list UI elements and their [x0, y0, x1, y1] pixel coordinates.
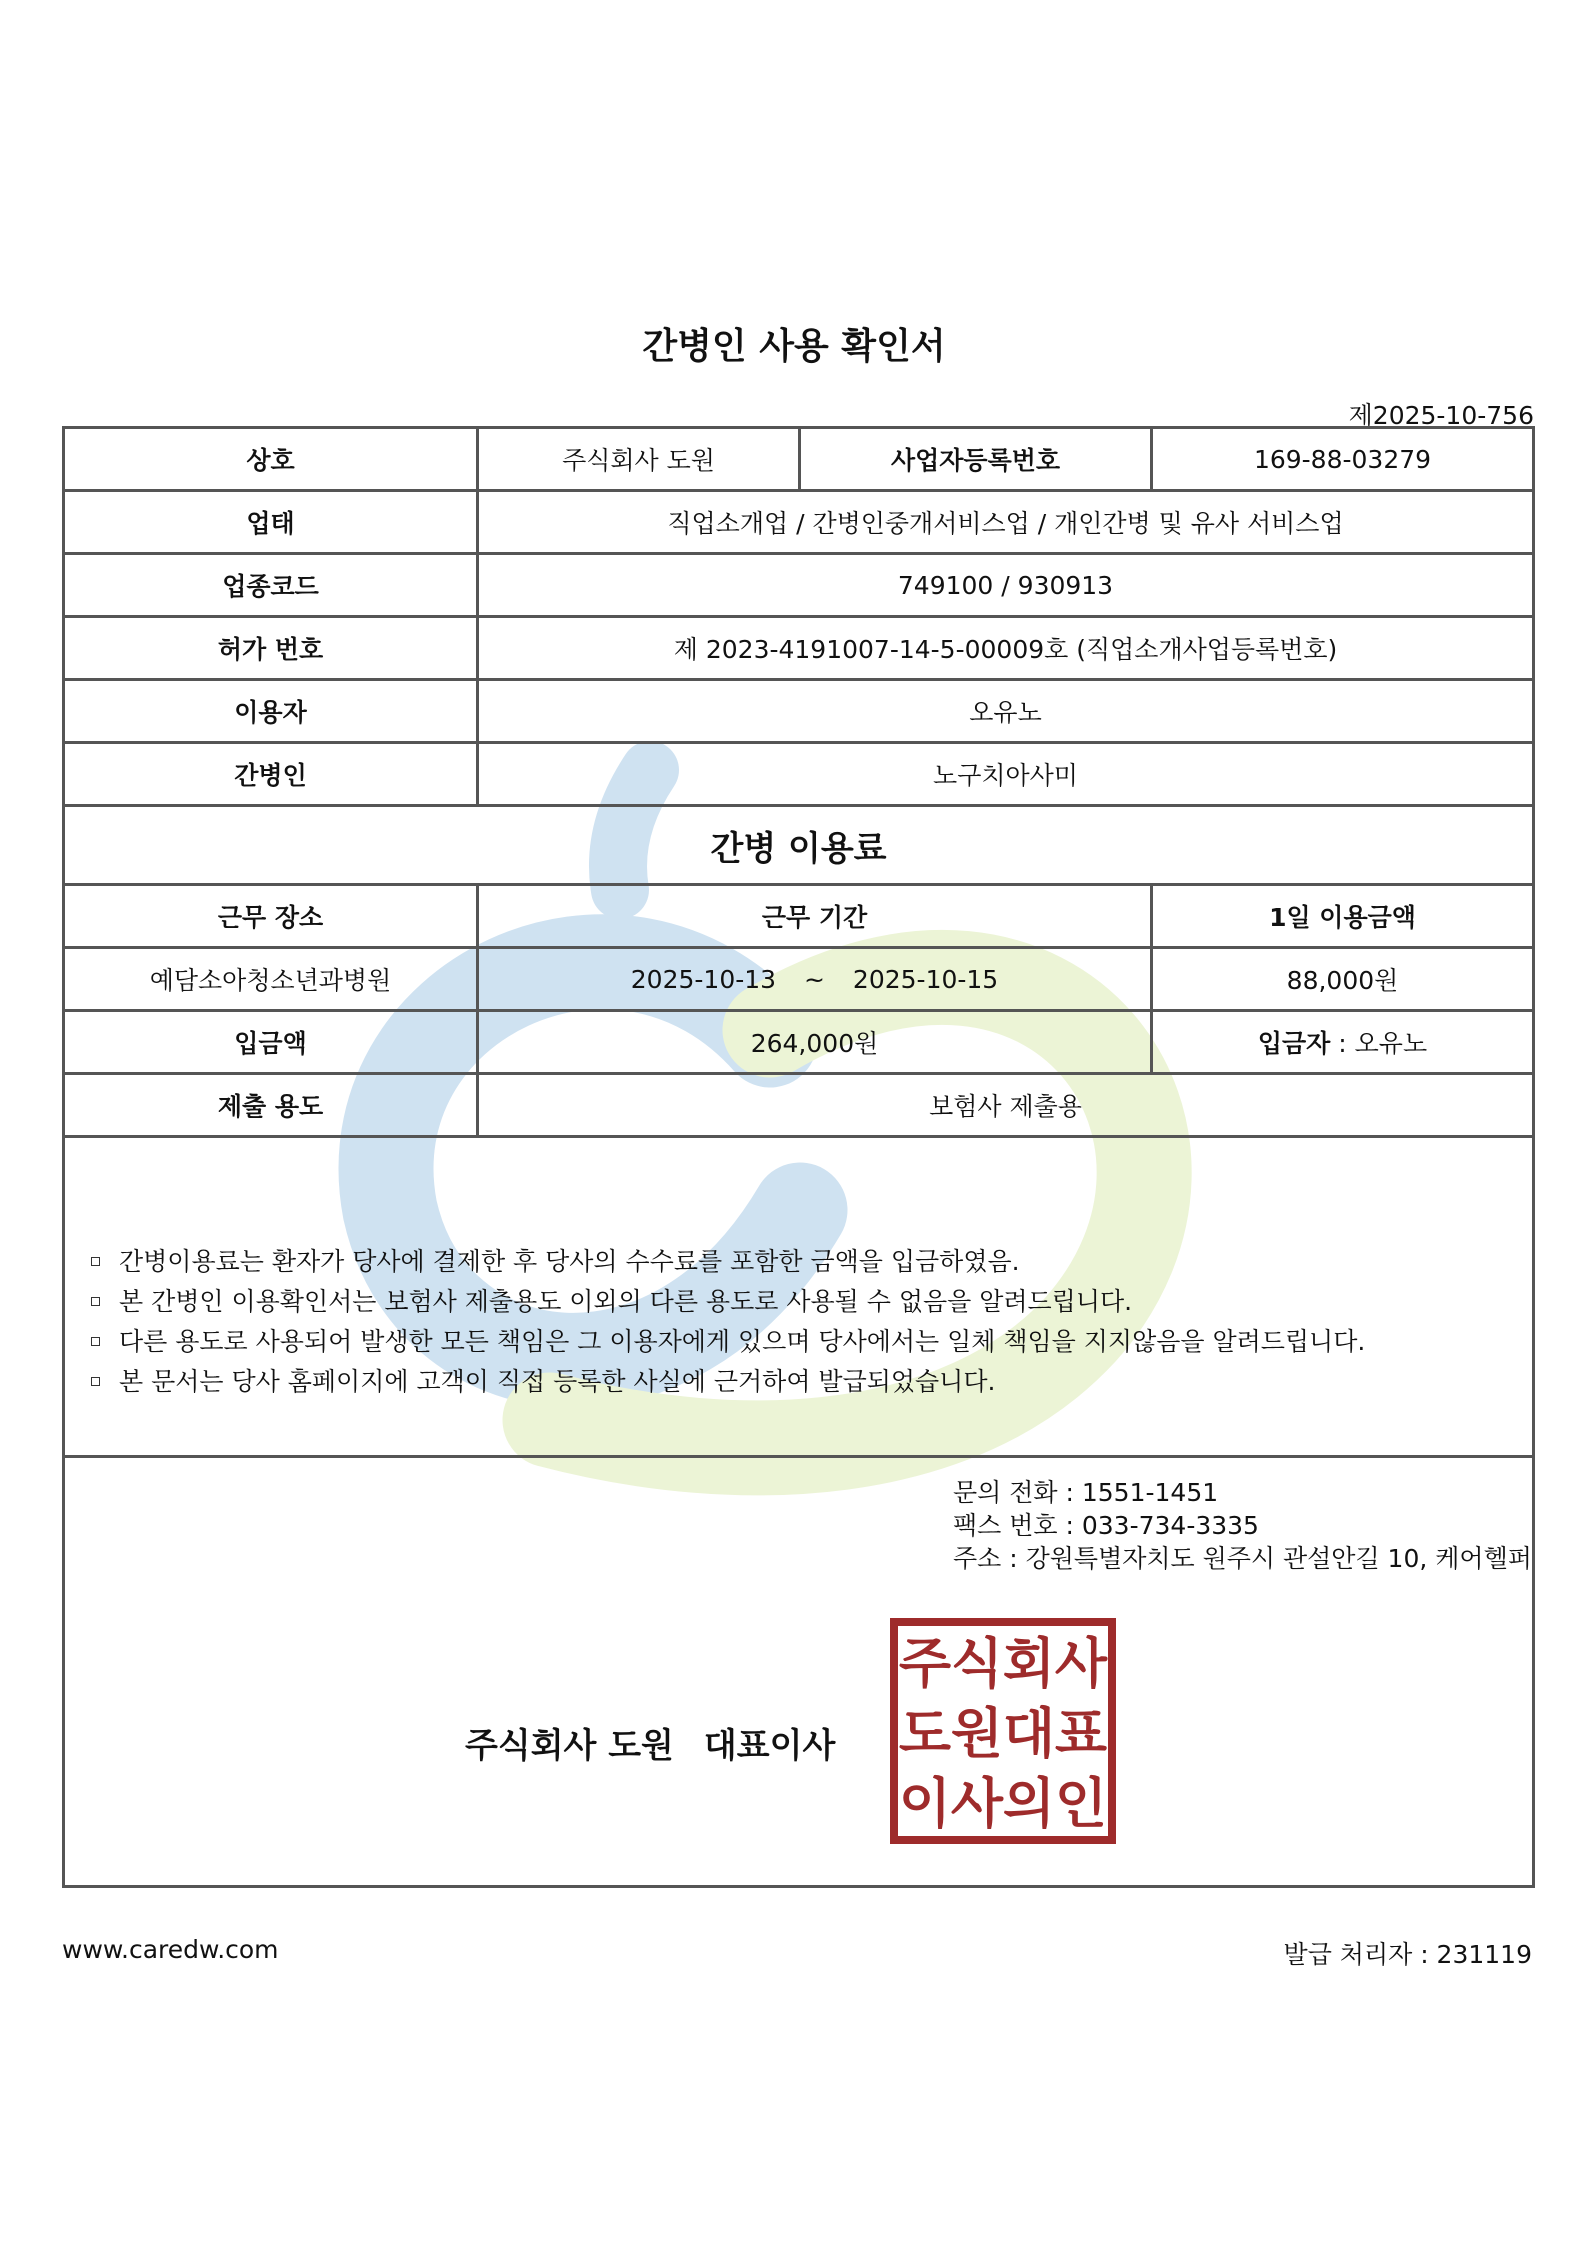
notes-cell: [64, 1137, 1534, 1457]
note-item: 다른 용도로 사용되어 발생한 모든 책임은 그 이용자에게 있으며 당사에서는 일체 책임을 지지않음을 알려드립니다.: [91, 1322, 1532, 1362]
company-name: 주식회사 도원: [465, 1726, 674, 1766]
svg-text:인: 인: [1054, 1772, 1108, 1835]
deposit-amount: 264,000원: [478, 1011, 1152, 1074]
document-number: 제2025-10-756: [1348, 401, 1534, 430]
issuer-info: 발급 처리자 : 231119: [1283, 1940, 1532, 1969]
industry-code-label: 업종코드: [64, 554, 478, 617]
company-signature: [465, 1718, 835, 1767]
work-place-value: 예담소아청소년과병원: [64, 948, 478, 1011]
depositor-separator: :: [1330, 1029, 1355, 1058]
business-type-label: 업태: [64, 491, 478, 554]
period-end: 2025-10-15: [852, 964, 999, 994]
notes-row: [64, 1137, 1534, 1457]
square-bullet-icon: [91, 1377, 100, 1386]
business-type-row: [64, 491, 1534, 554]
purpose-value: 보험사 제출용: [478, 1074, 1534, 1137]
notes-list: [65, 1138, 1532, 1402]
business-type-value: 직업소개업 / 간병인중개서비스업 / 개인간병 및 유사 서비스업: [478, 491, 1534, 554]
user-value: 오유노: [478, 680, 1534, 743]
contact-phone: 문의 전화 : 1551-1451: [953, 1478, 1219, 1507]
caregiver-row: [64, 743, 1534, 806]
contact-fax: 팩스 번호 : 033-734-3335: [953, 1511, 1259, 1540]
signature-row: [64, 1457, 1534, 1887]
svg-text:이: 이: [898, 1772, 952, 1835]
business-name-value: 주식회사 도원: [478, 428, 800, 491]
permit-label: 허가 번호: [64, 617, 478, 680]
company-seal-icon: [890, 1618, 1116, 1844]
work-period-label: 근무 기간: [478, 885, 1152, 948]
depositor-label: 입금자: [1257, 1029, 1331, 1058]
fee-section-title: 간병 이용료: [64, 806, 1534, 885]
business-name-row: [64, 428, 1534, 491]
note-item: 본 간병인 이용확인서는 보험사 제출용도 이외의 다른 용도로 사용될 수 없음을 알려드립니다.: [91, 1282, 1532, 1322]
svg-text:사: 사: [950, 1772, 1004, 1835]
note-item: 간병이용료는 환자가 당사에 결제한 후 당사의 수수료를 포함한 금액을 입금하였음.: [91, 1242, 1532, 1282]
depositor-cell: [1152, 1011, 1534, 1074]
svg-text:사: 사: [1054, 1632, 1108, 1695]
daily-fee-value: 88,000원: [1152, 948, 1534, 1011]
period-separator: ~: [804, 964, 825, 994]
svg-text:도: 도: [898, 1702, 952, 1765]
svg-text:원: 원: [950, 1702, 1004, 1765]
svg-text:표: 표: [1054, 1702, 1108, 1765]
industry-code-value: 749100 / 930913: [478, 554, 1534, 617]
svg-text:주: 주: [898, 1632, 952, 1695]
registration-number-value: 169-88-03279: [1152, 428, 1534, 491]
page-title: 간병인 사용 확인서: [642, 326, 946, 367]
square-bullet-icon: [91, 1257, 100, 1266]
website-url: www.caredw.com: [62, 1935, 279, 1964]
representative-title: 대표이사: [703, 1726, 836, 1766]
period-start: 2025-10-13: [630, 964, 777, 994]
fee-value-row: [64, 948, 1534, 1011]
deposit-row: [64, 1011, 1534, 1074]
fee-header-row: [64, 885, 1534, 948]
deposit-label: 입금액: [64, 1011, 478, 1074]
work-place-label: 근무 장소: [64, 885, 478, 948]
note-item: 본 문서는 당사 홈페이지에 고객이 직접 등록한 사실에 근거하여 발급되었습니다.: [91, 1362, 1532, 1402]
industry-code-row: [64, 554, 1534, 617]
purpose-label: 제출 용도: [64, 1074, 478, 1137]
signature-cell: [64, 1457, 1534, 1887]
svg-text:의: 의: [1002, 1772, 1056, 1835]
svg-text:식: 식: [950, 1632, 1004, 1695]
svg-text:대: 대: [1002, 1702, 1056, 1765]
confirmation-form-table: [62, 426, 1535, 1888]
business-name-label: 상호: [64, 428, 478, 491]
user-label: 이용자: [64, 680, 478, 743]
caregiver-label: 간병인: [64, 743, 478, 806]
work-period-value: [478, 948, 1152, 1011]
purpose-row: [64, 1074, 1534, 1137]
square-bullet-icon: [91, 1337, 100, 1346]
caregiver-value: 노구치아사미: [478, 743, 1534, 806]
daily-fee-label: 1일 이용금액: [1152, 885, 1534, 948]
depositor-value: 오유노: [1354, 1029, 1428, 1058]
user-row: [64, 680, 1534, 743]
contact-info: [953, 1476, 1532, 1575]
contact-address: 주소 : 강원특별자치도 원주시 관설안길 10, 케어헬퍼: [953, 1544, 1532, 1573]
svg-text:회: 회: [1002, 1632, 1056, 1695]
fee-section-row: [64, 806, 1534, 885]
permit-value: 제 2023-4191007-14-5-00009호 (직업소개사업등록번호): [478, 617, 1534, 680]
registration-number-label: 사업자등록번호: [800, 428, 1152, 491]
permit-row: [64, 617, 1534, 680]
square-bullet-icon: [91, 1297, 100, 1306]
